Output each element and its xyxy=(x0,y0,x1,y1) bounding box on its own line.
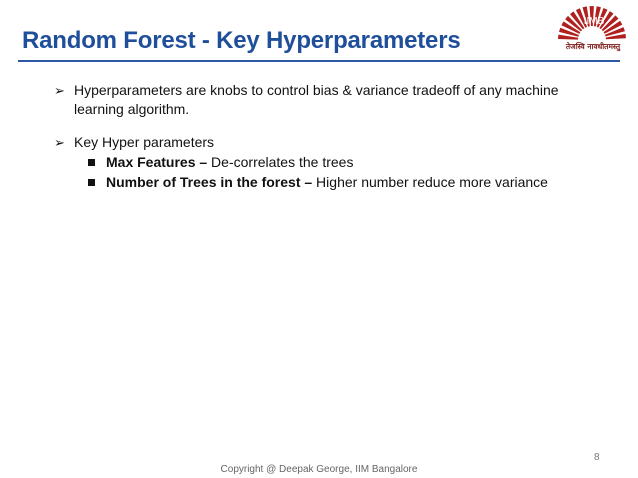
sub-bullet-desc: De-correlates the trees xyxy=(207,154,354,170)
slide-title: Random Forest - Key Hyperparameters xyxy=(22,27,461,54)
logo-tagline: तेजस्वि नावधीतमस्तु xyxy=(565,42,621,51)
bullet-key-hyper-parameters xyxy=(50,133,610,152)
square-bullet-icon xyxy=(88,159,95,166)
square-bullet-icon xyxy=(88,179,95,186)
arrow-bullet-icon: ➢ xyxy=(54,135,65,150)
bullet-hyperparameters xyxy=(50,81,610,119)
slide-content xyxy=(50,81,610,192)
page-number: 8 xyxy=(594,452,600,463)
sub-bullet-desc: Higher number reduce more variance xyxy=(312,174,548,190)
sub-bullet-number-of-trees xyxy=(84,173,610,192)
bullet-text: Key Hyper parameters xyxy=(74,134,215,150)
iimb-logo-text: IIMB xyxy=(583,16,605,27)
title-underline xyxy=(18,60,620,62)
sub-bullet-term: Max Features – xyxy=(106,154,208,170)
footer-copyright: Copyright @ Deepak George, IIM Bangalore xyxy=(220,464,418,475)
sub-bullet-term: Number of Trees in the forest – xyxy=(106,174,313,190)
sub-bullet-max-features xyxy=(84,153,610,172)
bullet-text: Hyperparameters are knobs to control bias & variance tradeoff of any machine learning algorithm. xyxy=(74,82,559,117)
arrow-bullet-icon: ➢ xyxy=(54,83,65,98)
